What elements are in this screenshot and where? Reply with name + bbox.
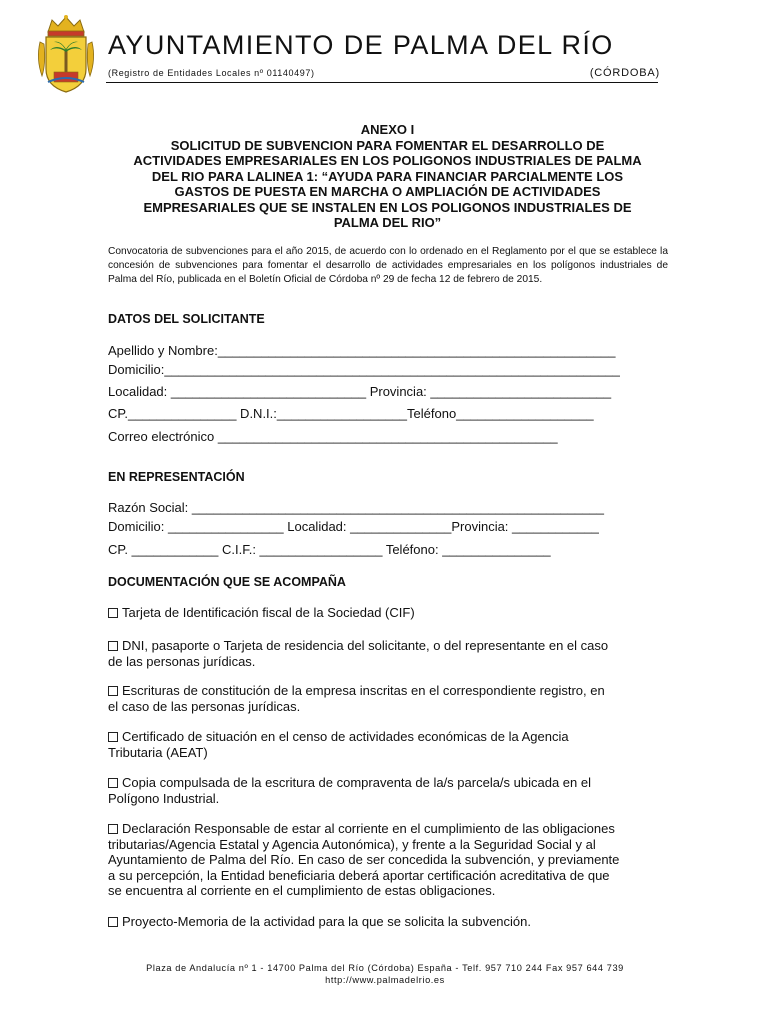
doc-item-proyecto: Proyecto-Memoria de la actividad para la que se solicita la subvención. xyxy=(108,914,668,930)
doc-item-cif: Tarjeta de Identificación fiscal de la Sociedad (CIF) xyxy=(108,605,668,621)
doc-item-compraventa: Copia compulsada de la escritura de compraventa de la/s parcela/s ubicada en el Polígono Industrial. xyxy=(108,775,591,806)
doc-item-dni: DNI, pasaporte o Tarjeta de residencia del solicitante, o del representante en el caso de las personas jurídicas. xyxy=(108,638,609,669)
footer-address: Plaza de Andalucía nº 1 - 14700 Palma del Río (Córdoba) España - Telf. 957 710 244 Fax 957 644 739 xyxy=(146,963,624,973)
coat-of-arms-icon xyxy=(34,14,98,94)
title-line: SOLICITUD DE SUBVENCION PARA FOMENTAR EL DESARROLLO DE xyxy=(170,137,605,153)
company-name-field[interactable]: Razón Social: _________________________________________________________ xyxy=(108,500,604,515)
footer-url[interactable]: http://www.palmadelrio.es xyxy=(325,975,445,985)
section-heading-applicant: DATOS DEL SOLICITANTE xyxy=(108,312,265,326)
checkbox[interactable] xyxy=(108,824,118,834)
title-line: DEL RIO PARA LALINEA 1: “AYUDA PARA FINANCIAR PARCIALMENTE LOS xyxy=(151,168,624,184)
section-heading-documentation: DOCUMENTACIÓN QUE SE ACOMPAÑA xyxy=(108,575,346,589)
title-line: PALMA DEL RIO” xyxy=(333,215,442,230)
document-title xyxy=(100,122,675,231)
checkbox[interactable] xyxy=(108,686,118,696)
institution-title: AYUNTAMIENTO DE PALMA DEL RÍO xyxy=(108,30,614,60)
applicant-name-field[interactable]: Apellido y Nombre:_______________________________________________________ xyxy=(108,343,616,358)
registry-number: (Registro de Entidades Locales nº 01140497) xyxy=(108,68,315,78)
checkbox[interactable] xyxy=(108,917,118,927)
doc-item-aeat: Certificado de situación en el censo de actividades económicas de la Agencia Tributaria (AEAT) xyxy=(108,729,569,760)
checkbox[interactable] xyxy=(108,778,118,788)
doc-item-escrituras: Escrituras de constitución de la empresa inscritas en el correspondiente registro, en el caso de las personas jurídicas. xyxy=(108,683,605,714)
company-address-field[interactable]: Domicilio: ________________ Localidad: ______________Provincia: ____________ xyxy=(108,519,599,534)
applicant-email-field[interactable]: Correo electrónico _______________________________________________ xyxy=(108,429,558,444)
checkbox[interactable] xyxy=(108,608,118,618)
title-line: EMPRESARIALES QUE SE INSTALEN EN LOS POLIGONOS INDUSTRIALES DE xyxy=(143,199,632,215)
title-line: ACTIVIDADES EMPRESARIALES EN LOS POLIGONOS INDUSTRIALES DE PALMA xyxy=(133,153,642,168)
applicant-address-field[interactable]: Domicilio:_______________________________________________________________ xyxy=(108,362,620,377)
section-heading-representation: EN REPRESENTACIÓN xyxy=(108,470,245,484)
applicant-cp-dni-phone-field[interactable]: CP._______________ D.N.I.:__________________Teléfono___________________ xyxy=(108,406,594,421)
doc-item-declaracion: Declaración Responsable de estar al corriente en el cumplimiento de las obligaciones tributarias/Agencia Estatal y Agencia Autonómica), y frente a la Seguridad Social y al Ayuntamiento de Palma del Río. En caso de ser concedida la subvención, y previamente a su percepción, la Entidad beneficiaria deberá aportar certificación acreditativa de que se encuentra al corriente en el cumplimiento de estas obligaciones. xyxy=(108,821,620,898)
title-line: GASTOS DE PUESTA EN MARCHA O AMPLIACIÓN DE ACTIVIDADES xyxy=(174,184,601,199)
annex-label: ANEXO I xyxy=(360,122,415,137)
applicant-locality-province-field[interactable]: Localidad: ___________________________ Provincia: _________________________ xyxy=(108,384,612,399)
intro-paragraph: Convocatoria de subvenciones para el año 2015, de acuerdo con lo ordenado en el Reglamento por el que se establece la concesión de subvenciones para fomentar el desarrollo de actividades empresariales en los polígonos industriales de Palma del Río, publicada en el Boletín Oficial de Córdoba nº 29 de fecha 12 de febrero de 2015. xyxy=(108,246,668,285)
checkbox[interactable] xyxy=(108,732,118,742)
header-divider xyxy=(106,82,658,83)
company-cp-cif-phone-field[interactable]: CP. ____________ C.I.F.: _________________ Teléfono: _______________ xyxy=(108,542,551,557)
province-label: (CÓRDOBA) xyxy=(589,67,660,79)
footer xyxy=(0,962,770,986)
checkbox[interactable] xyxy=(108,641,118,651)
